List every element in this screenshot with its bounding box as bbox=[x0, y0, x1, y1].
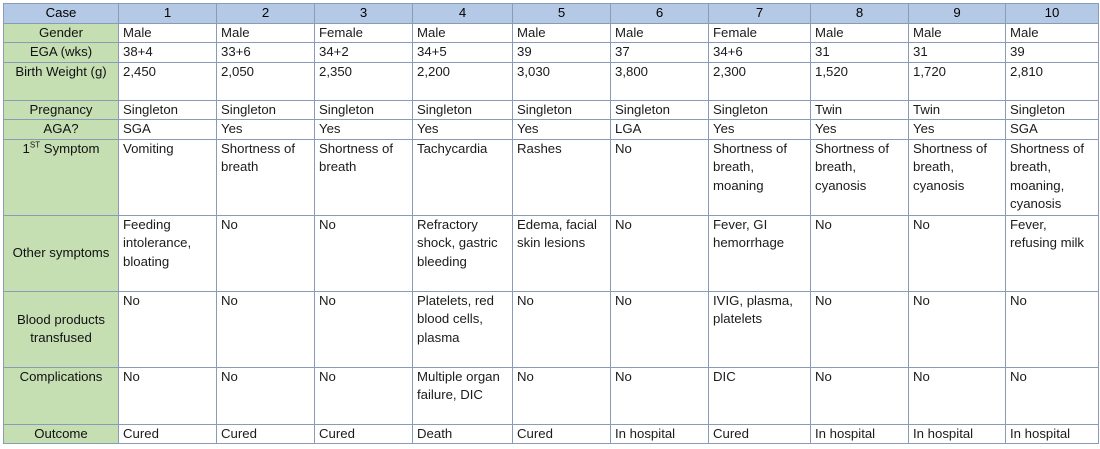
table-cell: Vomiting bbox=[119, 139, 217, 215]
table-cell: No bbox=[119, 367, 217, 424]
table-cell: Multiple organ failure, DIC bbox=[413, 367, 513, 424]
row-label-complications: Complications bbox=[4, 367, 119, 424]
table-cell: Cured bbox=[217, 424, 315, 444]
table-cell: Cured bbox=[315, 424, 413, 444]
table-row-aga bbox=[4, 120, 1099, 140]
table-cell: Rashes bbox=[513, 139, 611, 215]
header-row bbox=[4, 4, 1099, 24]
header-case-9: 9 bbox=[909, 4, 1006, 24]
table-cell: Female bbox=[315, 23, 413, 43]
header-case-8: 8 bbox=[811, 4, 909, 24]
table-cell: Male bbox=[119, 23, 217, 43]
table-row-birth-weight bbox=[4, 62, 1099, 100]
table-cell: Refractory shock, gastric bleeding bbox=[413, 215, 513, 291]
table-cell: Singleton bbox=[119, 100, 217, 120]
table-cell: Tachycardia bbox=[413, 139, 513, 215]
table-cell: Male bbox=[513, 23, 611, 43]
table-cell: Female bbox=[709, 23, 811, 43]
table-cell: No bbox=[611, 367, 709, 424]
table-cell: Male bbox=[611, 23, 709, 43]
table-cell: Shortness of breath bbox=[217, 139, 315, 215]
table-cell: 2,350 bbox=[315, 62, 413, 100]
table-cell: No bbox=[119, 291, 217, 367]
table-cell: 1,720 bbox=[909, 62, 1006, 100]
table-cell: No bbox=[611, 215, 709, 291]
table-cell: In hospital bbox=[1006, 424, 1099, 444]
table-row-outcome bbox=[4, 424, 1099, 444]
table-cell: Male bbox=[217, 23, 315, 43]
table-cell: No bbox=[909, 291, 1006, 367]
table-cell: Singleton bbox=[709, 100, 811, 120]
row-label-gender: Gender bbox=[4, 23, 119, 43]
table-cell: Cured bbox=[513, 424, 611, 444]
table-cell: Death bbox=[413, 424, 513, 444]
table-cell: Yes bbox=[513, 120, 611, 140]
table-cell: No bbox=[217, 367, 315, 424]
table-row-blood-products bbox=[4, 291, 1099, 367]
table-cell: In hospital bbox=[811, 424, 909, 444]
table-cell: No bbox=[315, 215, 413, 291]
table-cell: 2,050 bbox=[217, 62, 315, 100]
case-table-container bbox=[3, 3, 1098, 444]
table-cell: 2,300 bbox=[709, 62, 811, 100]
row-label-first-symptom bbox=[4, 139, 119, 215]
table-cell: Yes bbox=[909, 120, 1006, 140]
table-cell: IVIG, plasma, platelets bbox=[709, 291, 811, 367]
table-cell: 38+4 bbox=[119, 43, 217, 63]
table-cell: No bbox=[909, 215, 1006, 291]
table-cell: Shortness of breath, moaning bbox=[709, 139, 811, 215]
table-cell: Singleton bbox=[217, 100, 315, 120]
table-cell: No bbox=[811, 367, 909, 424]
table-cell: Yes bbox=[217, 120, 315, 140]
table-cell: No bbox=[611, 291, 709, 367]
table-cell: Male bbox=[1006, 23, 1099, 43]
table-cell: Edema, facial skin lesions bbox=[513, 215, 611, 291]
header-case-5: 5 bbox=[513, 4, 611, 24]
table-cell: 39 bbox=[1006, 43, 1099, 63]
table-cell: 33+6 bbox=[217, 43, 315, 63]
table-cell: Cured bbox=[119, 424, 217, 444]
table-cell: No bbox=[217, 291, 315, 367]
table-cell: Singleton bbox=[1006, 100, 1099, 120]
table-cell: 34+6 bbox=[709, 43, 811, 63]
row-label-first-symptom-ordinal: ST bbox=[29, 140, 41, 150]
row-label-blood-products: Blood products transfused bbox=[4, 291, 119, 367]
table-cell: Cured bbox=[709, 424, 811, 444]
table-cell: Male bbox=[413, 23, 513, 43]
table-cell: 3,800 bbox=[611, 62, 709, 100]
table-cell: 2,200 bbox=[413, 62, 513, 100]
table-cell: No bbox=[909, 367, 1006, 424]
table-row-ega bbox=[4, 43, 1099, 63]
table-cell: No bbox=[315, 367, 413, 424]
table-cell: 39 bbox=[513, 43, 611, 63]
table-cell: No bbox=[513, 291, 611, 367]
header-case-1: 1 bbox=[119, 4, 217, 24]
table-cell: 31 bbox=[909, 43, 1006, 63]
table-cell: No bbox=[315, 291, 413, 367]
header-case-2: 2 bbox=[217, 4, 315, 24]
table-cell: In hospital bbox=[611, 424, 709, 444]
row-label-first-symptom-text: Symptom bbox=[40, 140, 100, 156]
header-case-4: 4 bbox=[413, 4, 513, 24]
table-cell: Yes bbox=[709, 120, 811, 140]
table-cell: 34+2 bbox=[315, 43, 413, 63]
header-case-10: 10 bbox=[1006, 4, 1099, 24]
table-cell: Singleton bbox=[611, 100, 709, 120]
table-row-gender bbox=[4, 23, 1099, 43]
table-cell: Fever, GI hemorrhage bbox=[709, 215, 811, 291]
row-label-birth-weight: Birth Weight (g) bbox=[4, 62, 119, 100]
table-cell: Male bbox=[909, 23, 1006, 43]
row-label-outcome: Outcome bbox=[4, 424, 119, 444]
table-row-first-symptom bbox=[4, 139, 1099, 215]
table-cell: Yes bbox=[811, 120, 909, 140]
table-cell: No bbox=[811, 215, 909, 291]
table-cell: 3,030 bbox=[513, 62, 611, 100]
header-case-3: 3 bbox=[315, 4, 413, 24]
table-cell: In hospital bbox=[909, 424, 1006, 444]
table-cell: Singleton bbox=[413, 100, 513, 120]
row-label-pregnancy: Pregnancy bbox=[4, 100, 119, 120]
table-cell: Yes bbox=[413, 120, 513, 140]
table-cell: No bbox=[513, 367, 611, 424]
table-cell: Twin bbox=[811, 100, 909, 120]
table-cell: No bbox=[217, 215, 315, 291]
table-cell: Shortness of breath, cyanosis bbox=[811, 139, 909, 215]
table-cell: Shortness of breath bbox=[315, 139, 413, 215]
table-cell: No bbox=[1006, 291, 1099, 367]
row-label-other-symptoms: Other symptoms bbox=[4, 215, 119, 291]
table-cell: 31 bbox=[811, 43, 909, 63]
table-cell: Feeding intolerance, bloating bbox=[119, 215, 217, 291]
table-cell: 1,520 bbox=[811, 62, 909, 100]
table-cell: Yes bbox=[315, 120, 413, 140]
case-table bbox=[3, 3, 1099, 444]
table-cell: 34+5 bbox=[413, 43, 513, 63]
table-cell: 2,450 bbox=[119, 62, 217, 100]
table-cell: Singleton bbox=[513, 100, 611, 120]
table-cell: 2,810 bbox=[1006, 62, 1099, 100]
row-label-ega: EGA (wks) bbox=[4, 43, 119, 63]
table-cell: 37 bbox=[611, 43, 709, 63]
table-cell: Twin bbox=[909, 100, 1006, 120]
row-label-aga: AGA? bbox=[4, 120, 119, 140]
table-cell: LGA bbox=[611, 120, 709, 140]
table-cell: Platelets, red blood cells, plasma bbox=[413, 291, 513, 367]
table-cell: SGA bbox=[119, 120, 217, 140]
table-cell: No bbox=[811, 291, 909, 367]
table-row-pregnancy bbox=[4, 100, 1099, 120]
header-label-case: Case bbox=[4, 4, 119, 24]
table-cell: Shortness of breath, moaning, cyanosis bbox=[1006, 139, 1099, 215]
table-cell: Shortness of breath, cyanosis bbox=[909, 139, 1006, 215]
header-case-6: 6 bbox=[611, 4, 709, 24]
table-cell: No bbox=[611, 139, 709, 215]
header-case-7: 7 bbox=[709, 4, 811, 24]
table-row-complications bbox=[4, 367, 1099, 424]
table-cell: No bbox=[1006, 367, 1099, 424]
table-cell: Male bbox=[811, 23, 909, 43]
table-cell: SGA bbox=[1006, 120, 1099, 140]
table-cell: Fever, refusing milk bbox=[1006, 215, 1099, 291]
table-row-other-symptoms bbox=[4, 215, 1099, 291]
table-cell: DIC bbox=[709, 367, 811, 424]
row-label-first-symptom-number: 1 bbox=[22, 140, 30, 156]
table-cell: Singleton bbox=[315, 100, 413, 120]
